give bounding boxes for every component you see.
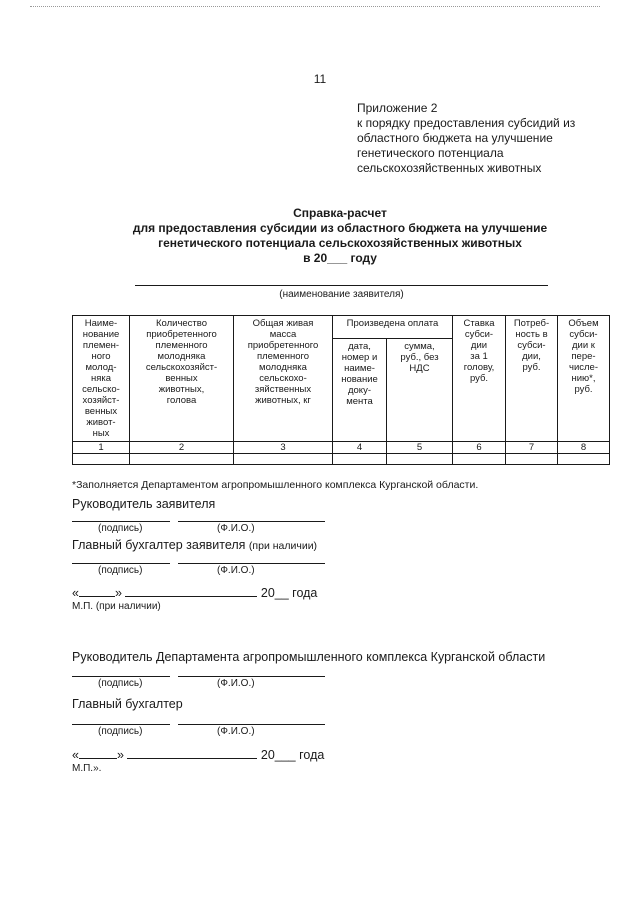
appendix-line: областного бюджета на улучшение [357, 131, 553, 145]
column-number-row [73, 442, 610, 454]
applicant-head-title: Руководитель заявителя [72, 497, 216, 511]
day-blank [79, 585, 115, 597]
name-caption: (Ф.И.О.) [217, 678, 255, 689]
appendix-line: генетического потенциала [357, 146, 504, 160]
signature-line [72, 521, 170, 522]
signature-caption: (подпись) [98, 678, 143, 689]
table-cell [453, 454, 506, 465]
appendix-header [357, 101, 627, 176]
name-caption: (Ф.И.О.) [217, 523, 255, 534]
table-cell [130, 454, 234, 465]
header-sum: сумма, руб., без НДС [387, 339, 453, 442]
column-number: 4 [333, 442, 387, 454]
applicant-date-line: « » 20__ года [72, 586, 318, 600]
table-cell [558, 454, 610, 465]
month-blank [127, 747, 257, 759]
title-line: генетического потенциала сельскохозяйственных животных [158, 236, 522, 250]
appendix-line: Приложение 2 [357, 101, 438, 115]
stamp-note: М.П.». [72, 763, 102, 774]
table-cell [333, 454, 387, 465]
title-line: для предоставления субсидии из областного бюджета на улучшение [132, 221, 548, 235]
signature-caption: (подпись) [98, 726, 143, 737]
column-number: 8 [558, 442, 610, 454]
header-subsidy-rate: Ставка субси- дии за 1 голову, руб. [453, 316, 506, 442]
header-document: дата, номер и наиме- нование доку- мента [333, 339, 387, 442]
table-cell [234, 454, 333, 465]
signature-line [72, 724, 170, 725]
column-number: 3 [234, 442, 333, 454]
table-cell [73, 454, 130, 465]
header-live-weight: Общая живая масса приобретенного племенного молодняка сельскохо- зяйственных животных, кг [234, 316, 333, 442]
column-number: 7 [506, 442, 558, 454]
scan-edge-artifact [30, 6, 600, 7]
table-row [73, 454, 610, 465]
page-number: 11 [313, 72, 327, 86]
signature-line [72, 676, 170, 677]
header-subsidy-need: Потреб- ность в субси- дии, руб. [506, 316, 558, 442]
table-cell [506, 454, 558, 465]
column-number: 6 [453, 442, 506, 454]
department-accountant-title: Главный бухгалтер [72, 697, 183, 711]
stamp-note: М.П. (при наличии) [72, 601, 161, 612]
applicant-name-caption: (наименование заявителя) [279, 289, 404, 300]
department-head-title: Руководитель Департамента агропромышленного комплекса Курганской области [72, 650, 546, 664]
footnote: *Заполняется Департаментом агропромышленного комплекса Курганской области. [72, 479, 479, 491]
calculation-table [72, 315, 610, 465]
applicant-name-field [135, 285, 548, 286]
column-number: 1 [73, 442, 130, 454]
name-line [178, 724, 325, 725]
header-subsidy-volume: Объем субси- дии к пере- числе- нию*, руб. [558, 316, 610, 442]
column-number: 5 [387, 442, 453, 454]
signature-line [72, 563, 170, 564]
document-title [80, 206, 600, 266]
appendix-line: сельскохозяйственных животных [357, 161, 542, 175]
header-animal-name: Наиме- нование племен- ного молод- няка сельско- хозяйст- венных живот- ных [73, 316, 130, 442]
title-line: Справка-расчет [293, 206, 387, 220]
name-caption: (Ф.И.О.) [217, 726, 255, 737]
header-quantity: Количество приобретенного племенного молодняка сельскохозяйст- венных животных, голова [130, 316, 234, 442]
table-cell [387, 454, 453, 465]
applicant-accountant-title: Главный бухгалтер заявителя (при наличии) [72, 538, 318, 552]
column-number: 2 [130, 442, 234, 454]
name-line [178, 676, 325, 677]
name-line [178, 563, 325, 564]
name-caption: (Ф.И.О.) [217, 565, 255, 576]
header-payment-group: Произведена оплата [333, 316, 453, 339]
appendix-line: к порядку предоставления субсидий из [357, 116, 576, 130]
signature-caption: (подпись) [98, 565, 143, 576]
title-line: в 20___ году [303, 251, 377, 265]
department-date-line: « » 20___ года [72, 748, 325, 762]
day-blank [79, 747, 117, 759]
signature-caption: (подпись) [98, 523, 143, 534]
name-line [178, 521, 325, 522]
month-blank [125, 585, 257, 597]
